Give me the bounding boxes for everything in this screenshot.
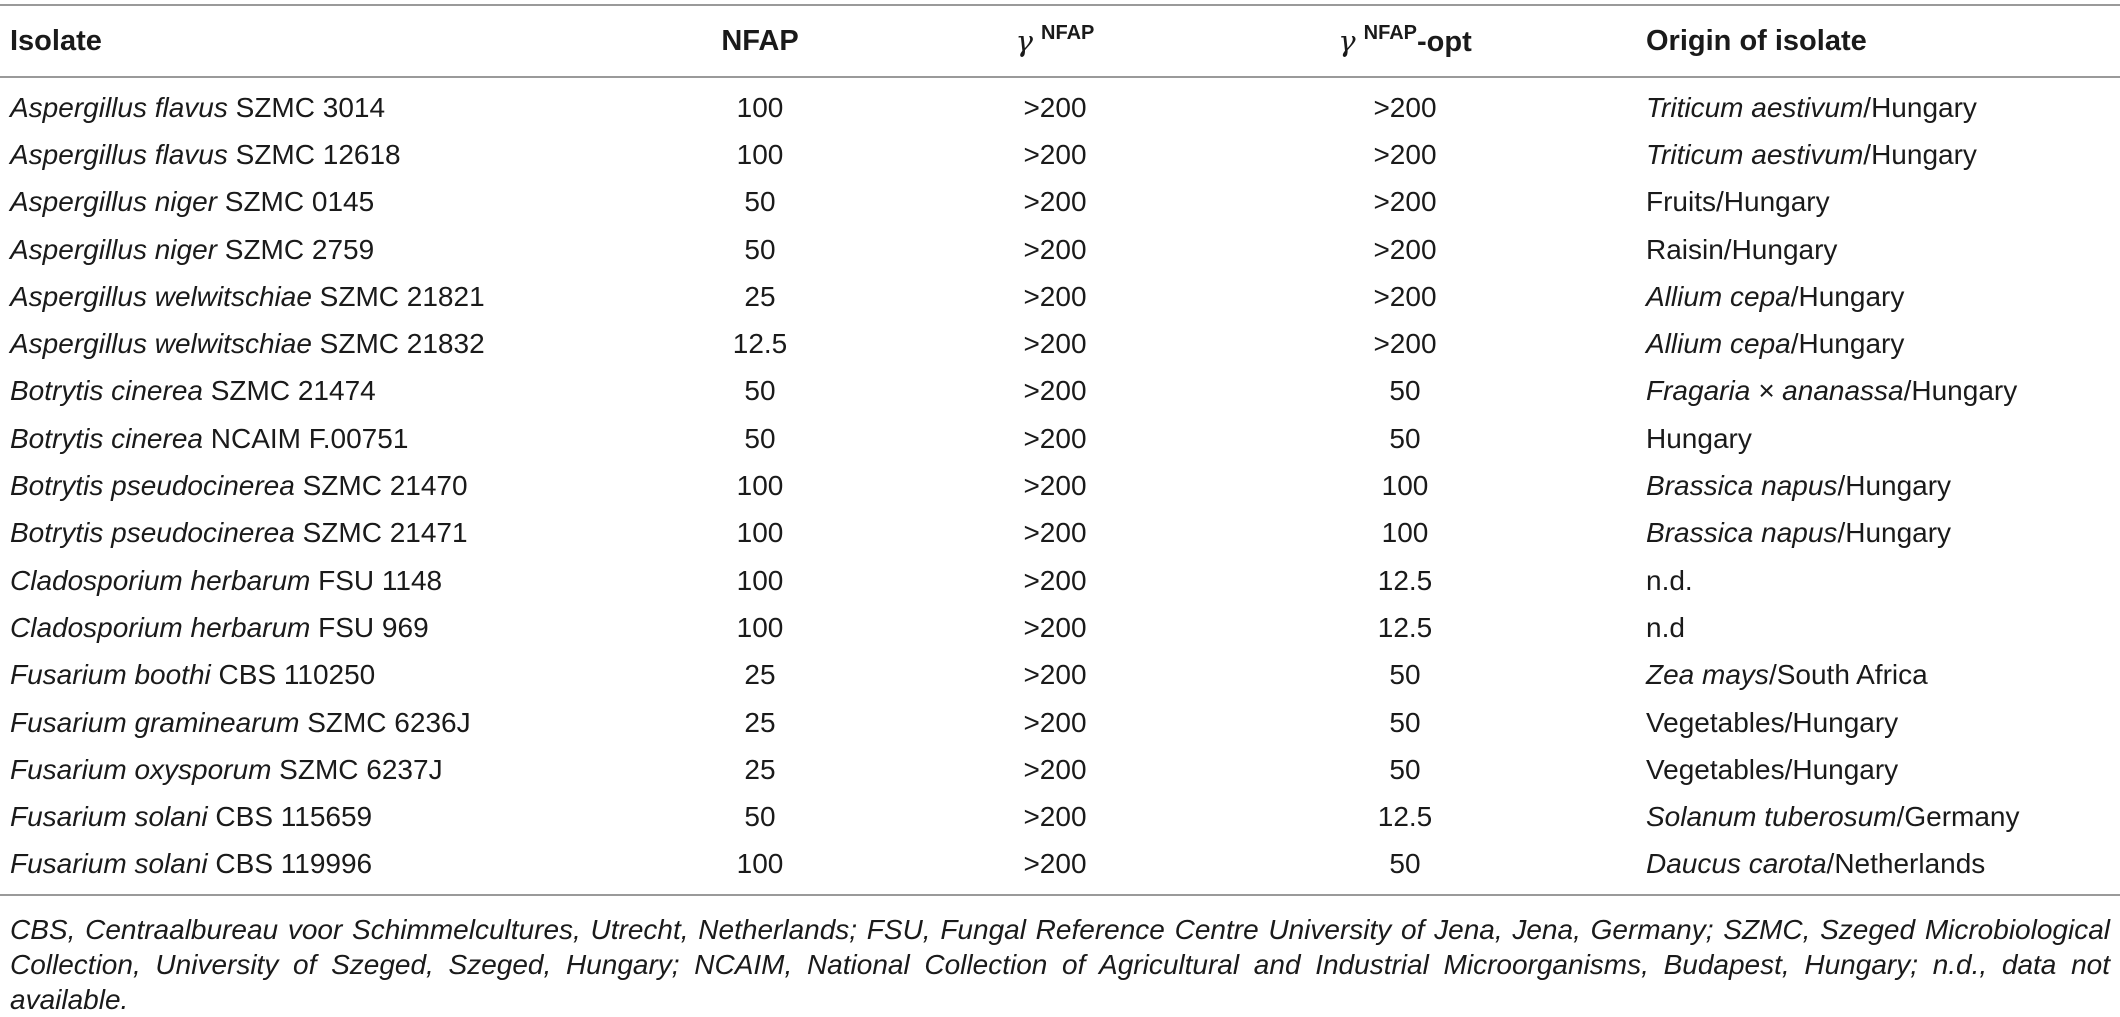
strain-id: SZMC 2759 <box>217 233 375 265</box>
strain-id: SZMC 21474 <box>202 375 376 407</box>
cell-origin <box>1580 179 2120 226</box>
cell-nfap: 50 <box>744 375 776 407</box>
table-row <box>0 652 2120 699</box>
cell-nfap: 100 <box>736 138 784 170</box>
cell-nfap: 25 <box>744 753 776 785</box>
cell-isolate <box>0 77 640 131</box>
origin-location: /Hungary <box>1863 91 1977 123</box>
strain-id: CBS 110250 <box>210 659 376 691</box>
strain-id: SZMC 6236J <box>299 706 471 738</box>
species-name: Botrytis cinerea <box>10 422 203 454</box>
strain-id: CBS 115659 <box>207 801 373 833</box>
species-name: Fusarium solani <box>10 801 208 833</box>
cell-gamma-nfap: >200 <box>1023 233 1087 265</box>
species-name: Fusarium boothi <box>10 659 211 691</box>
cell-gamma-nfap: >200 <box>1023 753 1087 785</box>
origin-host: Daucus carota <box>1646 848 1827 880</box>
strain-id: SZMC 12618 <box>227 138 401 170</box>
cell-gamma-nfap: >200 <box>1023 375 1087 407</box>
cell-gamma-nfap: >200 <box>1023 848 1087 880</box>
cell-gamma-nfap-opt: 50 <box>1389 422 1421 454</box>
cell-gamma-nfap: >200 <box>1023 517 1087 549</box>
table-row <box>0 510 2120 557</box>
cell-nfap: 25 <box>744 706 776 738</box>
origin-location: /Hungary <box>1863 138 1977 170</box>
table-row <box>0 415 2120 462</box>
table-header <box>0 5 2120 77</box>
species-name: Botrytis pseudocinerea <box>10 470 295 502</box>
strain-id: FSU 969 <box>310 611 429 643</box>
strain-id: SZMC 21470 <box>294 470 468 502</box>
cell-gamma-nfap-opt: >200 <box>1373 280 1437 312</box>
origin-location: /South Africa <box>1768 659 1928 691</box>
cell-origin <box>1580 273 2120 320</box>
cell-gamma-nfap: >200 <box>1023 138 1087 170</box>
cell-isolate <box>0 131 640 178</box>
table-row <box>0 368 2120 415</box>
origin-host: Triticum aestivum <box>1646 138 1864 170</box>
header-isolate: Isolate <box>10 24 102 57</box>
origin-host: Brassica napus <box>1646 470 1838 502</box>
cell-origin <box>1580 652 2120 699</box>
strain-id: FSU 1148 <box>310 564 443 596</box>
cell-origin <box>1580 746 2120 793</box>
species-name: Aspergillus welwitschiae <box>10 328 312 360</box>
origin-location: /Hungary <box>1903 375 2018 407</box>
species-name: Fusarium graminearum <box>10 706 300 738</box>
cell-origin <box>1580 699 2120 746</box>
cell-gamma-nfap: >200 <box>1023 186 1087 218</box>
cell-gamma-nfap-opt: >200 <box>1373 138 1437 170</box>
species-name: Aspergillus flavus <box>10 91 228 123</box>
table-row <box>0 179 2120 226</box>
cell-isolate <box>0 273 640 320</box>
table-row <box>0 77 2120 131</box>
origin-location: /Hungary <box>1790 280 1905 312</box>
cell-origin <box>1580 841 2120 895</box>
cell-isolate <box>0 368 640 415</box>
cell-nfap: 12.5 <box>732 328 788 360</box>
header-gamma-nfap <box>880 5 1230 77</box>
species-name: Botrytis cinerea <box>10 375 203 407</box>
origin-host: Allium cepa <box>1646 328 1791 360</box>
cell-isolate <box>0 793 640 840</box>
cell-isolate <box>0 699 640 746</box>
species-name: Fusarium solani <box>10 848 208 880</box>
origin-host: Allium cepa <box>1646 280 1791 312</box>
cell-origin <box>1580 604 2120 651</box>
table-footnote: CBS, Centraalbureau voor Schimmelcultures, Utrecht, Netherlands; FSU, Fungal Reference Centre University of Jena, Jena, Germany; SZMC, Szeged Microbiological Collection, University of Szeged, Szeged, Hungary; NCAIM, National Collection of Agricultural and Industrial Microorganisms, Budapest, Hungary; n.d., data not available. <box>10 914 2110 1015</box>
origin-location: Hungary <box>1646 422 1752 454</box>
cell-gamma-nfap-opt: 12.5 <box>1377 611 1433 643</box>
cell-nfap: 100 <box>736 848 784 880</box>
cell-gamma-nfap-opt: >200 <box>1373 328 1437 360</box>
gamma-superscript: NFAP <box>1041 21 1095 44</box>
header-nfap: NFAP <box>721 24 799 57</box>
cell-gamma-nfap-opt: >200 <box>1373 233 1437 265</box>
cell-isolate <box>0 652 640 699</box>
cell-nfap: 100 <box>736 611 784 643</box>
table-row <box>0 793 2120 840</box>
cell-origin <box>1580 320 2120 367</box>
species-name: Cladosporium herbarum <box>10 611 311 643</box>
cell-gamma-nfap-opt: 12.5 <box>1377 801 1433 833</box>
origin-host: Fragaria × ananassa <box>1646 375 1904 407</box>
cell-origin <box>1580 462 2120 509</box>
strain-id: NCAIM F.00751 <box>202 422 409 454</box>
header-origin: Origin of isolate <box>1646 24 1867 57</box>
table-row <box>0 273 2120 320</box>
origin-location: Vegetables/Hungary <box>1646 753 1899 785</box>
cell-isolate <box>0 179 640 226</box>
cell-nfap: 25 <box>744 280 776 312</box>
origin-location: /Netherlands <box>1826 848 1986 880</box>
table-row <box>0 557 2120 604</box>
cell-gamma-nfap-opt: 100 <box>1381 517 1429 549</box>
table-row <box>0 462 2120 509</box>
cell-gamma-nfap-opt: 50 <box>1389 375 1421 407</box>
cell-gamma-nfap: >200 <box>1023 564 1087 596</box>
origin-host: Solanum tuberosum <box>1646 801 1897 833</box>
cell-isolate <box>0 604 640 651</box>
origin-location: /Germany <box>1896 801 2020 833</box>
cell-gamma-nfap: >200 <box>1023 706 1087 738</box>
origin-location: /Hungary <box>1837 517 1952 549</box>
cell-nfap: 100 <box>736 470 784 502</box>
cell-origin <box>1580 793 2120 840</box>
table-row <box>0 746 2120 793</box>
cell-gamma-nfap-opt: 50 <box>1389 848 1421 880</box>
cell-isolate <box>0 462 640 509</box>
cell-origin <box>1580 510 2120 557</box>
table-row <box>0 131 2120 178</box>
cell-origin <box>1580 131 2120 178</box>
cell-nfap: 100 <box>736 564 784 596</box>
cell-gamma-nfap-opt: 100 <box>1381 470 1429 502</box>
origin-location: /Hungary <box>1837 470 1952 502</box>
cell-isolate <box>0 226 640 273</box>
origin-host: Brassica napus <box>1646 517 1838 549</box>
species-name: Aspergillus welwitschiae <box>10 280 312 312</box>
species-name: Fusarium oxysporum <box>10 753 272 785</box>
species-name: Botrytis pseudocinerea <box>10 517 295 549</box>
isolate-table-container <box>0 4 2120 896</box>
cell-origin <box>1580 77 2120 131</box>
origin-location: /Hungary <box>1790 328 1905 360</box>
header-gamma-nfap-opt <box>1230 5 1580 77</box>
origin-location: Raisin/Hungary <box>1646 233 1838 265</box>
cell-gamma-nfap: >200 <box>1023 91 1087 123</box>
table-row <box>0 320 2120 367</box>
table-row <box>0 841 2120 895</box>
cell-gamma-nfap-opt: 50 <box>1389 659 1421 691</box>
cell-nfap: 100 <box>736 91 784 123</box>
strain-id: SZMC 21471 <box>294 517 468 549</box>
cell-origin <box>1580 557 2120 604</box>
cell-isolate <box>0 415 640 462</box>
cell-origin <box>1580 415 2120 462</box>
cell-nfap: 50 <box>744 801 776 833</box>
gamma-opt-suffix: -opt <box>1417 25 1472 58</box>
gamma-opt-symbol: γ <box>1338 23 1356 58</box>
table-row <box>0 226 2120 273</box>
cell-nfap: 100 <box>736 517 784 549</box>
cell-gamma-nfap-opt: >200 <box>1373 186 1437 218</box>
cell-isolate <box>0 510 640 557</box>
strain-id: SZMC 21821 <box>311 280 485 312</box>
cell-isolate <box>0 320 640 367</box>
cell-gamma-nfap: >200 <box>1023 470 1087 502</box>
cell-gamma-nfap: >200 <box>1023 328 1087 360</box>
species-name: Aspergillus flavus <box>10 138 228 170</box>
strain-id: SZMC 21832 <box>311 328 485 360</box>
cell-gamma-nfap-opt: 12.5 <box>1377 564 1433 596</box>
cell-gamma-nfap: >200 <box>1023 280 1087 312</box>
isolate-table <box>0 4 2120 896</box>
gamma-symbol: γ <box>1015 23 1033 58</box>
cell-gamma-nfap: >200 <box>1023 422 1087 454</box>
gamma-opt-superscript: NFAP <box>1363 21 1417 44</box>
cell-isolate <box>0 557 640 604</box>
cell-gamma-nfap-opt: >200 <box>1373 91 1437 123</box>
cell-gamma-nfap-opt: 50 <box>1389 753 1421 785</box>
cell-gamma-nfap: >200 <box>1023 659 1087 691</box>
table-row <box>0 604 2120 651</box>
cell-isolate <box>0 841 640 895</box>
origin-location: n.d. <box>1646 564 1693 596</box>
cell-nfap: 25 <box>744 659 776 691</box>
origin-host: Triticum aestivum <box>1646 91 1864 123</box>
origin-location: Fruits/Hungary <box>1646 186 1830 218</box>
header-row <box>0 5 2120 77</box>
origin-location: Vegetables/Hungary <box>1646 706 1899 738</box>
table-body <box>0 77 2120 895</box>
origin-host: Zea mays <box>1646 659 1769 691</box>
strain-id: SZMC 6237J <box>271 753 443 785</box>
cell-nfap: 50 <box>744 186 776 218</box>
species-name: Aspergillus niger <box>10 186 217 218</box>
cell-gamma-nfap: >200 <box>1023 801 1087 833</box>
table-row <box>0 699 2120 746</box>
cell-isolate <box>0 746 640 793</box>
cell-nfap: 50 <box>744 422 776 454</box>
cell-nfap: 50 <box>744 233 776 265</box>
species-name: Aspergillus niger <box>10 233 217 265</box>
species-name: Cladosporium herbarum <box>10 564 311 596</box>
strain-id: CBS 119996 <box>207 848 373 880</box>
strain-id: SZMC 3014 <box>227 91 386 123</box>
origin-location: n.d <box>1646 611 1685 643</box>
cell-gamma-nfap-opt: 50 <box>1389 706 1421 738</box>
cell-origin <box>1580 368 2120 415</box>
cell-origin <box>1580 226 2120 273</box>
strain-id: SZMC 0145 <box>217 186 375 218</box>
cell-gamma-nfap: >200 <box>1023 611 1087 643</box>
